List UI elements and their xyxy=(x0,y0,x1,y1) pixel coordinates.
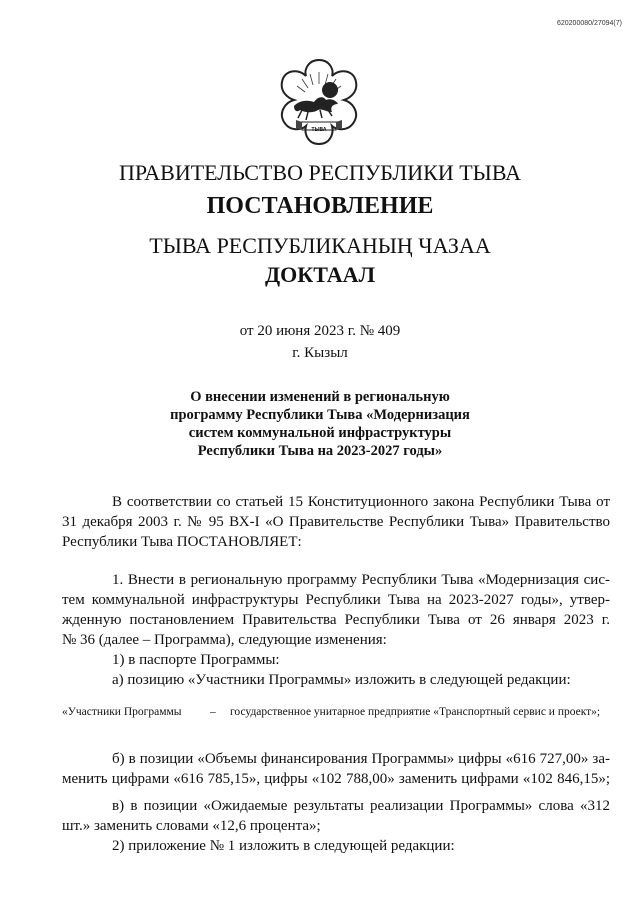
emblem-icon xyxy=(272,56,366,148)
city: г. Кызыл xyxy=(292,345,348,361)
sub-item-b-paragraph xyxy=(62,749,610,789)
text-line: Республики Тыва ПОСТАНОВЛЯЕТ: xyxy=(62,534,302,550)
decree-title-ru: ПОСТАНОВЛЕНИЕ xyxy=(206,193,434,219)
decree-subject xyxy=(0,388,640,460)
date-number: от 20 июня 2023 г. № 409 xyxy=(239,323,401,339)
text-line: менить цифрами «616 785,15», цифры «102 788,00» заменить цифрами «102 846,15»; xyxy=(62,771,610,787)
sub-item-2: 2) приложение № 1 изложить в следующей редакции: xyxy=(112,838,455,854)
text-line: б) в позиции «Объемы финансирования Программы» цифры «616 727,00» за- xyxy=(112,751,610,767)
quote-dash: – xyxy=(210,706,216,718)
text-line: 1. Внести в региональную программу Республики Тыва «Модернизация сис- xyxy=(112,572,610,588)
text-line: № 36 (далее – Программа), следующие изменения: xyxy=(62,632,387,648)
clause-1-paragraph xyxy=(62,570,610,650)
sub-item-1: 1) в паспорте Программы: xyxy=(112,652,280,668)
subject-line: О внесении изменений в региональную xyxy=(190,389,450,405)
text-line: В соответствии со статьей 15 Конституционного закона Республики Тыва от xyxy=(112,494,610,510)
document-id: 620200080/27094(7) xyxy=(556,20,622,27)
government-title-ru: ПРАВИТЕЛЬСТВО РЕСПУБЛИКИ ТЫВА xyxy=(118,160,522,185)
text-line: 31 декабря 2003 г. № 95 ВХ-I «О Правительстве Республики Тыва» Правительство xyxy=(62,514,610,530)
emblem-label: ТЫВА xyxy=(311,127,327,133)
sub-item-a: а) позицию «Участники Программы» изложить в следующей редакции: xyxy=(112,672,571,688)
text-line: в) в позиции «Ожидаемые результаты реализации Программы» слова «312 xyxy=(112,798,610,814)
subject-line: программу Республики Тыва «Модернизация xyxy=(170,407,470,423)
sub-item-v-paragraph xyxy=(62,796,610,836)
decree-title-tyv: ДОКТААЛ xyxy=(265,262,375,287)
coat-of-arms-emblem xyxy=(272,56,366,148)
subject-line: Республики Тыва на 2023-2027 годы» xyxy=(197,443,443,459)
text-line: тем коммунальной инфраструктуры Республики Тыва на 2023-2027 годы», утвер- xyxy=(62,592,610,608)
quote-text: государственное унитарное предприятие «Транспортный сервис и проект»; xyxy=(230,706,601,718)
government-title-tyv: ТЫВА РЕСПУБЛИКАНЫҢ ЧАЗАА xyxy=(149,233,491,258)
subject-line: систем коммунальной инфраструктуры xyxy=(188,425,452,441)
quote-name: «Участники Программы xyxy=(62,706,182,718)
preamble-paragraph xyxy=(62,492,610,552)
text-line: шт.» заменить словами «12,6 процента»; xyxy=(62,818,321,834)
text-line: жденную постановлением Правительства Республики Тыва от 26 января 2023 г. xyxy=(62,612,610,628)
